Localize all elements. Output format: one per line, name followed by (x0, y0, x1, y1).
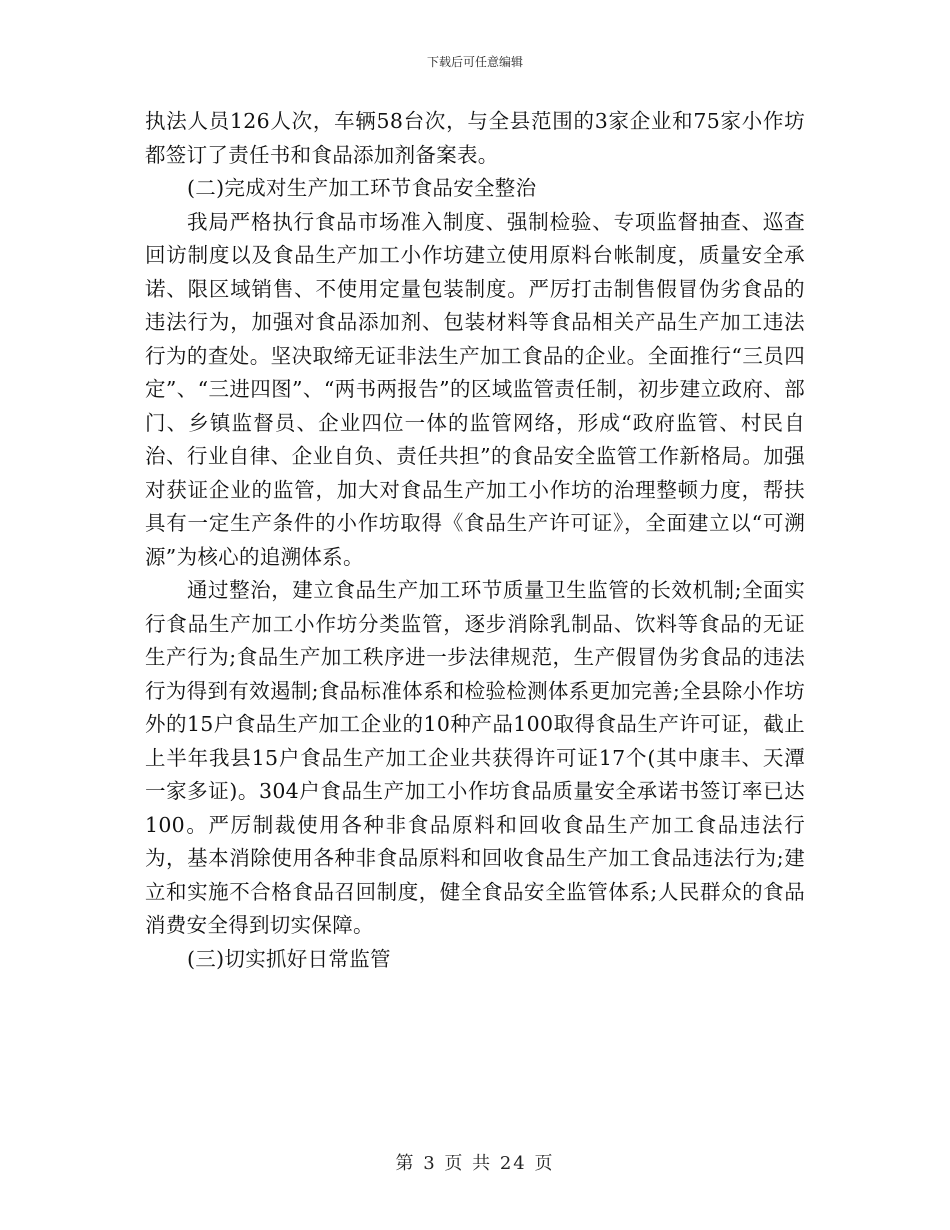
document-body (145, 105, 805, 976)
page-header: 下载后可任意编辑 (426, 55, 523, 69)
paragraph-continuation: 执法人员126人次，车辆58台次，与全县范围的3家企业和75家小作坊都签订了责任书和食品添加剂备案表。 (145, 109, 805, 167)
page-number: 第 3 页 共 24 页 (395, 1153, 555, 1174)
section-heading-3: (三)切实抓好日常监管 (187, 946, 391, 971)
paragraph-production-measures: 我局严格执行食品市场准入制度、强制检验、专项监督抽查、巡查回访制度以及食品生产加工小作坊建立使用原料台帐制度，质量安全承诺、限区域销售、不使用定量包装制度。严厉打击制售假冒伪劣食品的违法行为，加强对食品添加剂、包装材料等食品相关产品生产加工违法行为的查处。坚决取缔无证非法生产加工食品的企业。全面推行“三员四定”、“三进四图”、“两书两报告”的区域监管责任制，初步建立政府、部门、乡镇监督员、企业四位一体的监管网络，形成“政府监管、村民自治、行业自律、企业自负、责任共担”的食品安全监管工作新格局。加强对获证企业的监管，加大对食品生产加工小作坊的治理整顿力度，帮扶具有一定生产条件的小作坊取得《食品生产许可证》，全面建立以“可溯源”为核心的追溯体系。 (145, 209, 805, 569)
section-heading-2: (二)完成对生产加工环节食品安全整治 (187, 176, 537, 200)
paragraph-rectification-results: 通过整治，建立食品生产加工环节质量卫生监管的长效机制;全面实行食品生产加工小作坊分类监管，逐步消除乳制品、饮料等食品的无证生产行为;食品生产加工秩序进一步法律规范，生产假冒伪劣食品的违法行为得到有效遏制;食品标准体系和检验检测体系更加完善;全县除小作坊外的15户食品生产加工企业的10种产品100取得食品生产许可证，截止上半年我县15户食品生产加工企业共获得许可证17个(其中康丰、天潭一家多证)。304户食品生产加工小作坊食品质量安全承诺书签订率已达100。严厉制裁使用各种非食品原料和回收食品生产加工食品违法行为，基本消除使用各种非食品原料和回收食品生产加工食品违法行为;建立和实施不合格食品召回制度，健全食品安全监管体系;人民群众的食品消费安全得到切实保障。 (145, 578, 805, 937)
